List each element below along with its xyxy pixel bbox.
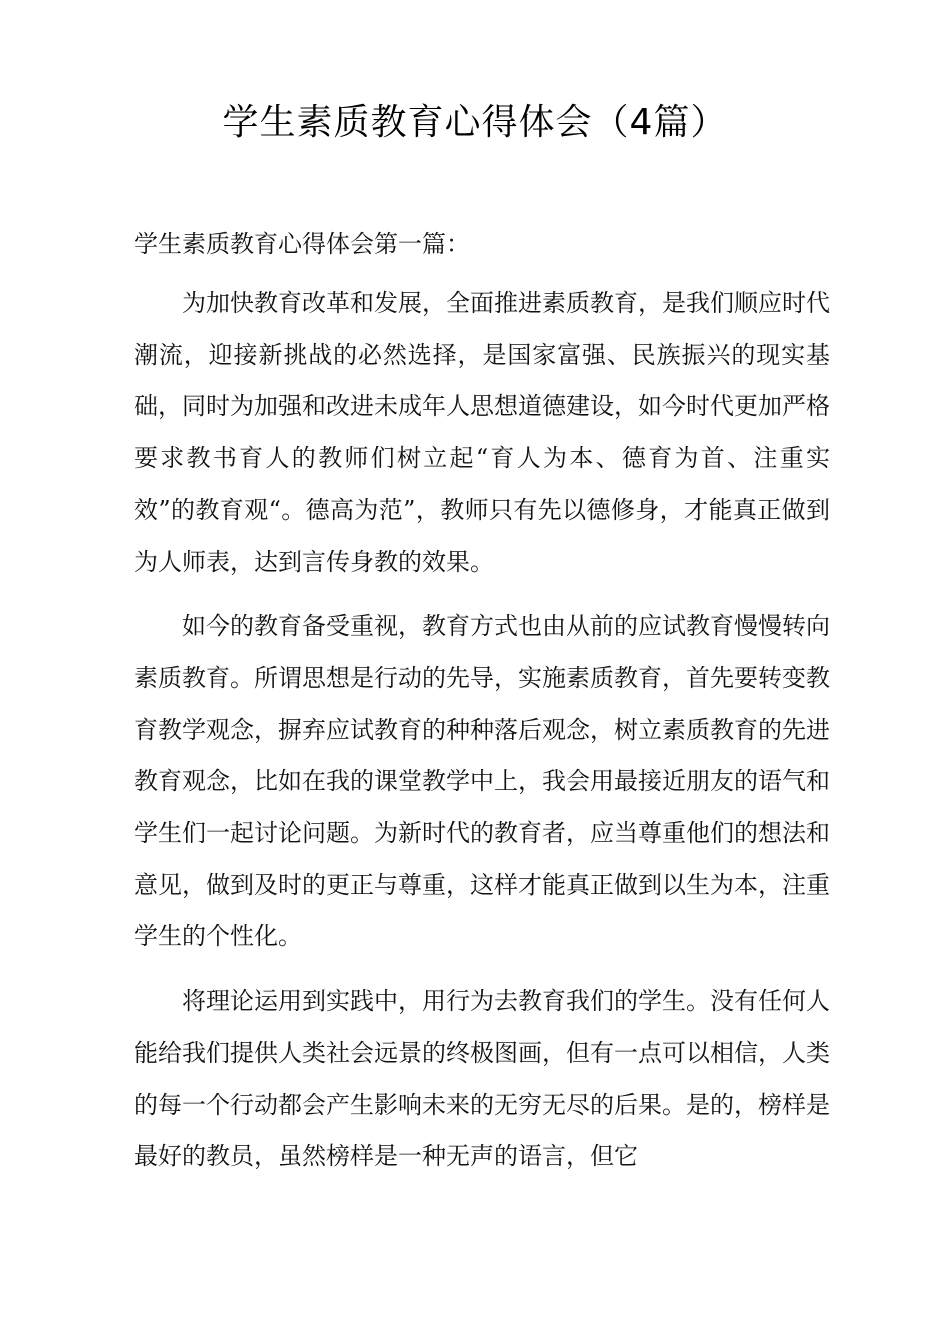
paragraph-2: 如今的教育备受重视，教育方式也由从前的应试教育慢慢转向素质教育。所谓思想是行动的先导，实施素质教育，首先要转变教育教学观念，摒弃应试教育的种种落后观念，树立素质教育的先进教育观念，比如在我的课堂教学中上，我会用最接近朋友的语气和学生们一起讨论问题。为新时代的教育者，应当尊重他们的想法和意见，做到及时的更正与尊重，这样才能真正做到以生为本，注重学生的个性化。	[134, 612, 830, 951]
paragraph-3: 将理论运用到实践中，用行为去教育我们的学生。没有任何人能给我们提供人类社会远景的终极图画，但有一点可以相信，人类的每一个行动都会产生影响未来的无穷无尽的后果。是的，榜样是最好的教员，虽然榜样是一种无声的语言，但它	[134, 987, 830, 1171]
document-body	[134, 278, 830, 1196]
section-heading: 学生素质教育心得体会第一篇：	[134, 230, 470, 258]
paragraph-1: 为加快教育改革和发展，全面推进素质教育，是我们顺应时代潮流，迎接新挑战的必然选择，是国家富强、民族振兴的现实基础，同时为加强和改进未成年人思想道德建设，如今时代更加严格要求教书育人的教师们树立起“育人为本、德育为首、注重实效”的教育观“。德高为范”，教师只有先以德修身，才能真正做到为人师表，达到言传身教的效果。	[134, 289, 830, 576]
document-title: 学生素质教育心得体会（4篇）	[222, 102, 728, 143]
